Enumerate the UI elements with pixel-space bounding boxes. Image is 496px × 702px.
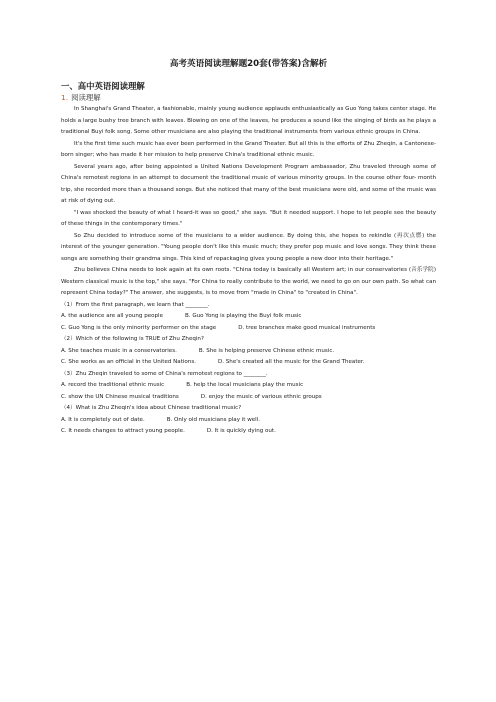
question-stem: （1）From the first paragraph, we learn that ________. <box>61 301 210 308</box>
document-title: 高考英语阅读理解题20套(带答案)含解析 <box>169 59 328 69</box>
option-c: C. It needs changes to attract young people. <box>61 428 185 434</box>
passage-paragraph: Several years ago, after being appointed a United Nations Development Program ambassador, Zhu traveled through some of China's remotest regions in an attempt to document the traditional music of various minority groups. In the course other four- month trip, she recorded more than a thousand songs. But she noticed that many of the best musicians were old, and some of the music was at risk of dying out. <box>61 163 436 204</box>
option-c: C. She works as an official in the United Nations. <box>61 359 196 365</box>
passage-paragraph: Zhu believes China needs to look again at its own roots. "China today is basically all Western art; in our conservatories (音乐学院) Western classical music is the top," she says. "For China to really contribute to the world, we need to go on our own path. So what can represent China today?" The answer, she suggests, is to move from "made in China" to "created in China". <box>61 267 436 296</box>
passage-paragraph: So Zhu decided to introduce some of the musicians to a wider audience. By doing this, she hopes to rekindle (再次点燃) the interest of the younger generation. "Young people don't like this music much; they prefer pop music and love songs. They think these songs are something their grandma sings. This kind of repackaging gives young people a new door into their heritage." <box>61 232 436 262</box>
option-a: A. It is completely out of date. <box>61 416 145 423</box>
option-row <box>61 415 436 427</box>
question-4 <box>61 403 436 438</box>
subheading <box>61 92 436 103</box>
option-row <box>61 380 436 392</box>
question-stem: （3）Zhu Zheqin traveled to some of China's remotest regions to ________. <box>61 370 268 377</box>
option-row <box>61 311 436 323</box>
subheading-label: 阅读理解 <box>71 93 101 102</box>
option-c: C. Guo Yong is the only minority performer on the stage <box>61 324 217 331</box>
subheading-number: 1. <box>61 93 69 102</box>
option-d: D. She's created all the music for the Grand Theater. <box>217 359 365 365</box>
option-row <box>61 426 436 438</box>
question-2 <box>61 334 436 369</box>
option-row <box>61 357 436 369</box>
option-d: D. enjoy the music of various ethnic groups <box>200 393 322 400</box>
option-a: A. the audience are all young people <box>61 313 163 319</box>
option-a: A. She teaches music in a conservatories. <box>61 347 177 354</box>
question-1 <box>61 300 436 335</box>
option-b: B. help the local musicians play the music <box>186 382 304 388</box>
option-d: D. It is quickly dying out. <box>206 428 276 434</box>
passage-paragraph: "I was shocked the beauty of what I heard-it was so good," she says. "But it needed support. I hope to let people see the beauty of these things in the contemporary times." <box>61 209 436 227</box>
option-b: B. Guo Yong is playing the Buyi folk music <box>185 313 302 319</box>
option-b: B. She is helping preserve Chinese ethnic music. <box>198 347 335 354</box>
option-a: A. record the traditional ethnic music <box>61 382 165 388</box>
question-stem: （4）What is Zhu Zheqin's idea about Chinese traditional music? <box>61 405 242 411</box>
option-b: B. Only old musicians play it well. <box>166 416 261 423</box>
passage-paragraph: In Shanghai's Grand Theater, a fashionable, mainly young audience applauds enthusiastically as Guo Yong takes center stage. He holds a large bushy tree branch with leaves. Blowing on one of the leaves, he produces a sound like the singing of birds as he plays a traditional Buyi folk song. Some other musicians are also playing the traditional instruments from various ethnic groups in China. <box>61 106 436 135</box>
question-3 <box>61 369 436 404</box>
document-page <box>61 58 436 438</box>
option-row <box>61 323 436 335</box>
option-row <box>61 346 436 358</box>
option-c: C. show the UN Chinese musical traditions <box>61 393 179 400</box>
option-row <box>61 392 436 404</box>
passage-paragraph: It's the first time such music has ever been performed in the Grand Theater. But all this is the efforts of Zhu Zheqin, a Cantonese-born singer; who has made it her mission to help preserve China's traditional ethnic music. <box>61 140 436 158</box>
option-d: D. tree branches make good musical instruments <box>238 324 376 331</box>
question-stem: （2）Which of the following is TRUE of Zhu Zheqin? <box>61 336 204 342</box>
section-heading: 一、高中英语阅读理解 <box>61 81 145 91</box>
